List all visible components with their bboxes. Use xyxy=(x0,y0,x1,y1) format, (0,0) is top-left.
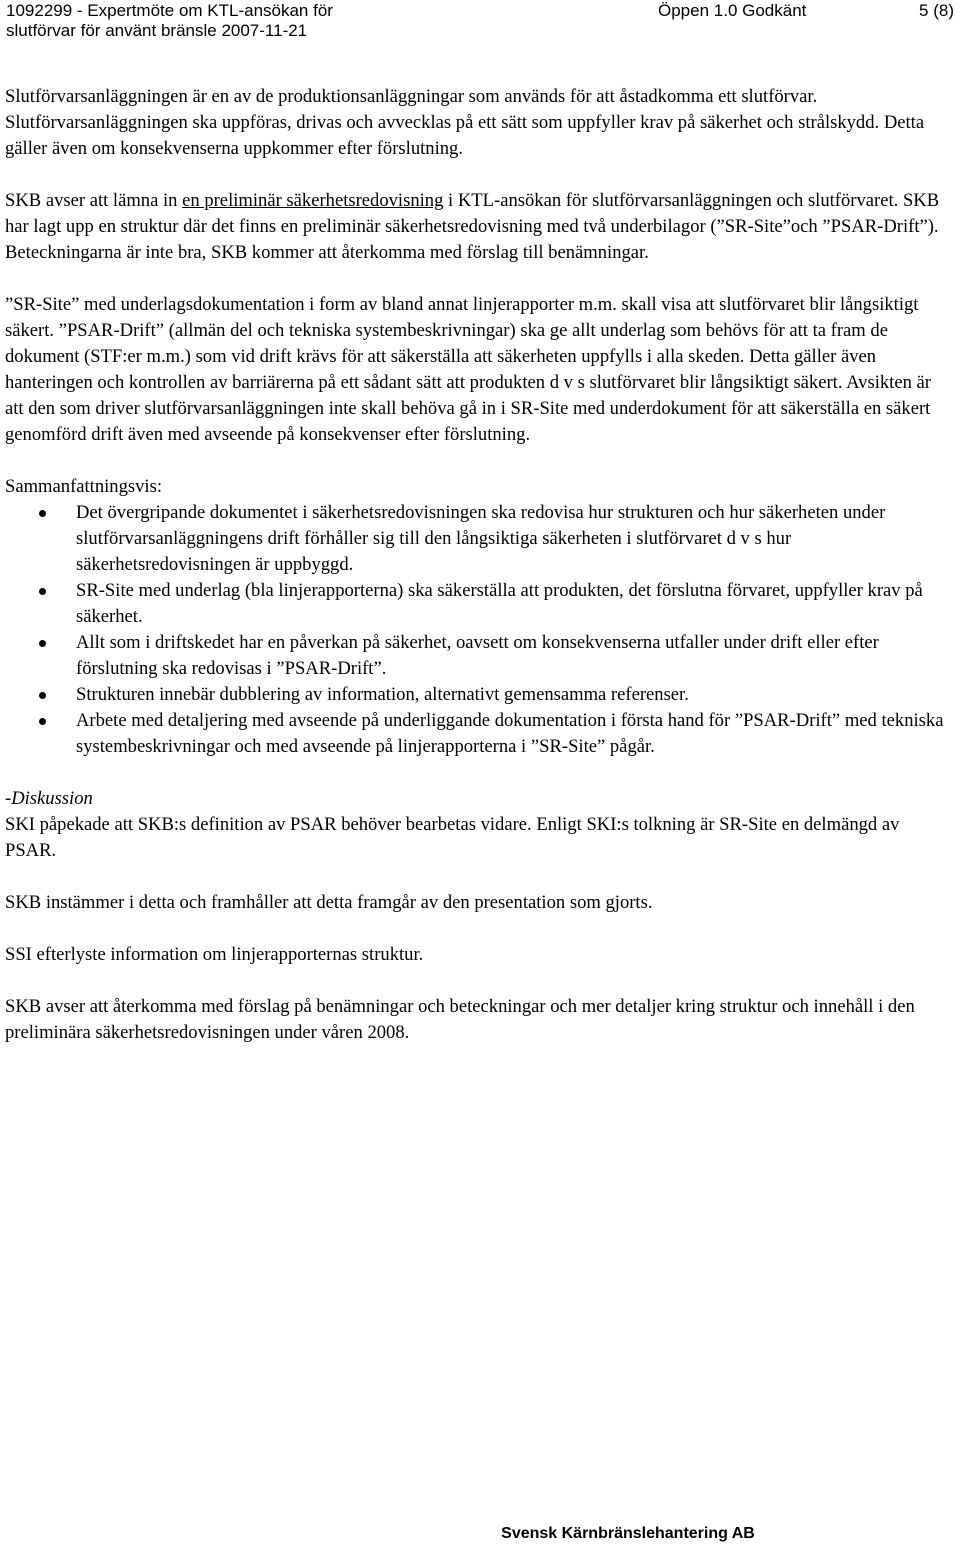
bullet-icon xyxy=(39,640,46,647)
document-title-line2: slutförvar för använt bränsle 2007-11-21 xyxy=(6,21,308,40)
page-header xyxy=(6,0,954,44)
paragraph-discussion-skb: SKB instämmer i detta och framhåller att detta framgår av den presentation som gjorts. xyxy=(5,892,653,913)
list-item-text: Strukturen innebär dubblering av information, alternativt gemensamma referenser. xyxy=(76,684,689,705)
document-body xyxy=(5,84,945,1046)
list-item-text: Allt som i driftskedet har en påverkan på säkerhet, oavsett om konsekvenserna utfaller under drift eller efter förslutning ska redovisas i ”PSAR-Drift”. xyxy=(76,632,879,679)
bullet-icon xyxy=(39,588,46,595)
list-item xyxy=(5,708,945,760)
list-item xyxy=(5,682,945,708)
paragraph-intro: Slutförvarsanläggningen är en av de produktionsanläggningar som används för att åstadkomma ett slutförvar. Slutförvarsanläggningen ska uppföras, drivas och avvecklas på ett sätt som uppfyller krav på säkerhet och strålskydd. Detta gäller även om konsekvenserna uppkommer efter förslutning. xyxy=(5,86,925,159)
document-title xyxy=(6,1,333,41)
list-item-text: SR-Site med underlag (bla linjerapporterna) ska säkerställa att produkten, det förslutna förvaret, uppfyller krav på säkerhet. xyxy=(76,580,923,627)
document-title-line1: 1092299 - Expertmöte om KTL-ansökan för xyxy=(6,1,333,20)
paragraph-skb-plan-start: SKB avser att lämna in xyxy=(5,190,183,211)
list-item xyxy=(5,500,945,578)
summary-list xyxy=(5,500,945,760)
paragraph-discussion-followup: SKB avser att återkomma med förslag på benämningar och beteckningar och mer detaljer kring struktur och innehåll i den preliminära säkerhetsredovisningen under våren 2008. xyxy=(5,996,915,1043)
bullet-icon xyxy=(39,718,46,725)
underlined-term: en preliminär säkerhetsredovisning xyxy=(182,190,444,211)
paragraph-discussion-ski: SKI påpekade att SKB:s definition av PSAR behöver bearbetas vidare. Enligt SKI:s tolkning är SR-Site en delmängd av PSAR. xyxy=(5,814,900,861)
paragraph-skb-plan-rest: i KTL-ansökan för slutförvarsanläggningen och slutförvaret. SKB har lagt upp en struktur där det finns en preliminär säkerhetsredovisning med två underbilagor (”SR-Site”och ”PSAR-Drift”). Beteckningarna är inte bra, SKB kommer att återkomma med förslag till benämningar. xyxy=(5,190,940,263)
list-item-text: Arbete med detaljering med avseende på underliggande dokumentation i första hand för ”PSAR-Drift” med tekniska systembeskrivningar och med avseende på linjerapporterna i ”SR-Site” pågår. xyxy=(76,710,944,757)
list-item xyxy=(5,578,945,630)
list-item-text: Det övergripande dokumentet i säkerhetsredovisningen ska redovisa hur strukturen och hur säkerheten under slutförvarsanläggningens drift förhåller sig till den långsiktiga säkerheten i slutförvaret d v s hur säkerhetsredovisningen är uppbyggd. xyxy=(76,502,886,575)
paragraph-discussion-ssi: SSI efterlyste information om linjerapporternas struktur. xyxy=(5,944,424,965)
bullet-icon xyxy=(39,692,46,699)
document-status: Öppen 1.0 Godkänt xyxy=(658,1,807,20)
bullet-icon xyxy=(39,510,46,517)
page-footer: Svensk Kärnbränslehantering AB xyxy=(501,1525,755,1542)
paragraph-sr-site: ”SR-Site” med underlagsdokumentation i form av bland annat linjerapporter m.m. skall visa att slutförvaret blir långsiktigt säkert. ”PSAR-Drift” (allmän del och tekniska systembeskrivningar) ska ge allt underlag som behövs för att ta fram de dokument (STF:er m.m.) som vid drift krävs för att säkerställa att säkerheten uppfylls i alla skeden. Detta gäller även hanteringen och kontrollen av barriärerna på ett sådant sätt att produkten d v s slutförvaret blir långsiktigt säkert. Avsikten är att den som driver slutförvarsanläggningen inte skall behöva gå in i SR-Site med underdokument för att säkerställa en säkert genomförd drift även med avseende på konsekvenser efter förslutning. xyxy=(5,294,931,445)
summary-label: Sammanfattningsvis: xyxy=(5,476,163,497)
list-item xyxy=(5,630,945,682)
page-number: 5 (8) xyxy=(919,1,954,20)
discussion-label: -Diskussion xyxy=(5,788,93,809)
paragraph-skb-plan xyxy=(5,188,945,266)
